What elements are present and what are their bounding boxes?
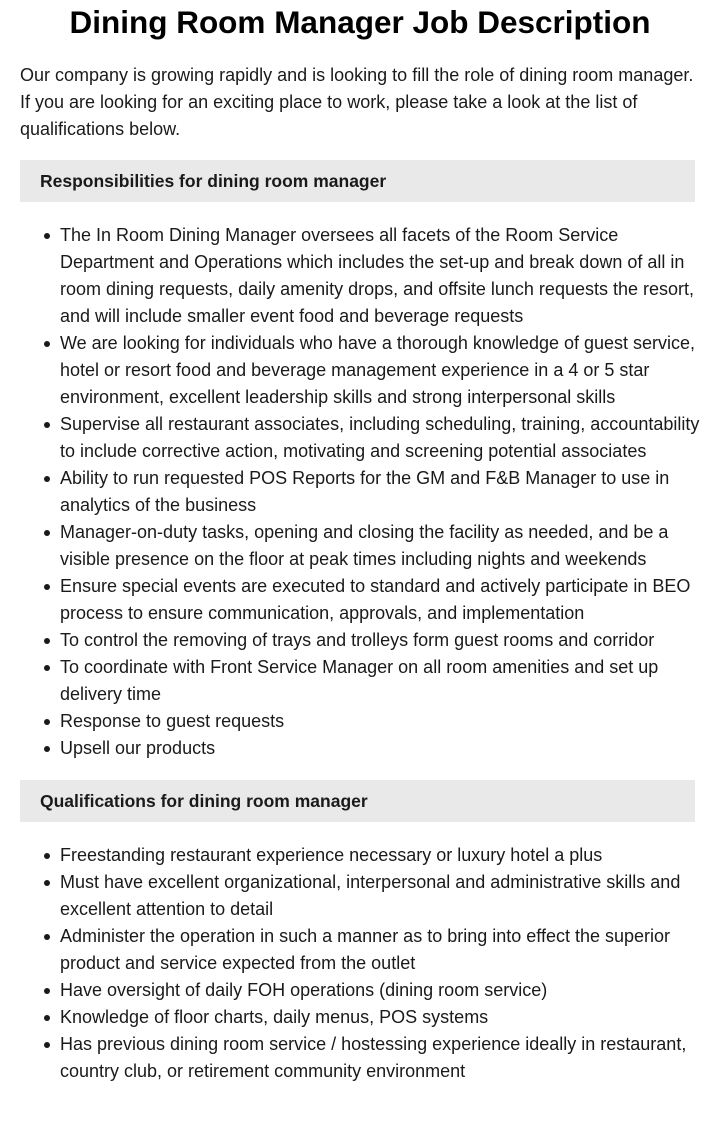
list-item: Ability to run requested POS Reports for the GM and F&B Manager to use in analytics of the business [60, 465, 700, 519]
responsibilities-list [20, 222, 700, 762]
list-item: Ensure special events are executed to standard and actively participate in BEO process to ensure communication, approvals, and implementation [60, 573, 700, 627]
bullet-icon [44, 746, 50, 752]
bullet-icon [44, 988, 50, 994]
bullet-icon [44, 880, 50, 886]
bullet-icon [44, 719, 50, 725]
bullet-icon [44, 1042, 50, 1048]
bullet-icon [44, 476, 50, 482]
list-item: Manager-on-duty tasks, opening and closing the facility as needed, and be a visible presence on the floor at peak times including nights and weekends [60, 519, 700, 573]
qualifications-heading: Qualifications for dining room manager [20, 780, 695, 822]
list-item: Upsell our products [60, 735, 700, 762]
bullet-icon [44, 233, 50, 239]
list-item: Have oversight of daily FOH operations (dining room service) [60, 977, 700, 1004]
list-item: Freestanding restaurant experience necessary or luxury hotel a plus [60, 842, 700, 869]
bullet-icon [44, 584, 50, 590]
bullet-icon [44, 422, 50, 428]
bullet-icon [44, 934, 50, 940]
intro-paragraph: Our company is growing rapidly and is looking to fill the role of dining room manager. If you are looking for an exciting place to work, please take a look at the list of qualifications below. [20, 65, 694, 139]
bullet-icon [44, 638, 50, 644]
qualifications-list [20, 842, 700, 1085]
list-item: Must have excellent organizational, interpersonal and administrative skills and excellent attention to detail [60, 869, 700, 923]
list-item: Supervise all restaurant associates, including scheduling, training, accountability to include corrective action, motivating and screening potential associates [60, 411, 700, 465]
list-item: Knowledge of floor charts, daily menus, POS systems [60, 1004, 700, 1031]
bullet-icon [44, 530, 50, 536]
responsibilities-heading: Responsibilities for dining room manager [20, 160, 695, 202]
bullet-icon [44, 853, 50, 859]
list-item: To control the removing of trays and trolleys form guest rooms and corridor [60, 627, 700, 654]
bullet-icon [44, 1015, 50, 1021]
list-item: We are looking for individuals who have a thorough knowledge of guest service, hotel or resort food and beverage management experience in a 4 or 5 star environment, excellent leadership skills and strong interpersonal skills [60, 330, 700, 411]
list-item: Administer the operation in such a manner as to bring into effect the superior product and service expected from the outlet [60, 923, 700, 977]
bullet-icon [44, 665, 50, 671]
bullet-icon [44, 341, 50, 347]
list-item: Response to guest requests [60, 708, 700, 735]
list-item: To coordinate with Front Service Manager on all room amenities and set up delivery time [60, 654, 700, 708]
list-item: Has previous dining room service / hostessing experience ideally in restaurant, country club, or retirement community environment [60, 1031, 700, 1085]
page-title: Dining Room Manager Job Description [69, 4, 651, 40]
list-item: The In Room Dining Manager oversees all facets of the Room Service Department and Operations which includes the set-up and break down of all in room dining requests, daily amenity drops, and offsite lunch requests the resort, and will include smaller event food and beverage requests [60, 222, 700, 330]
